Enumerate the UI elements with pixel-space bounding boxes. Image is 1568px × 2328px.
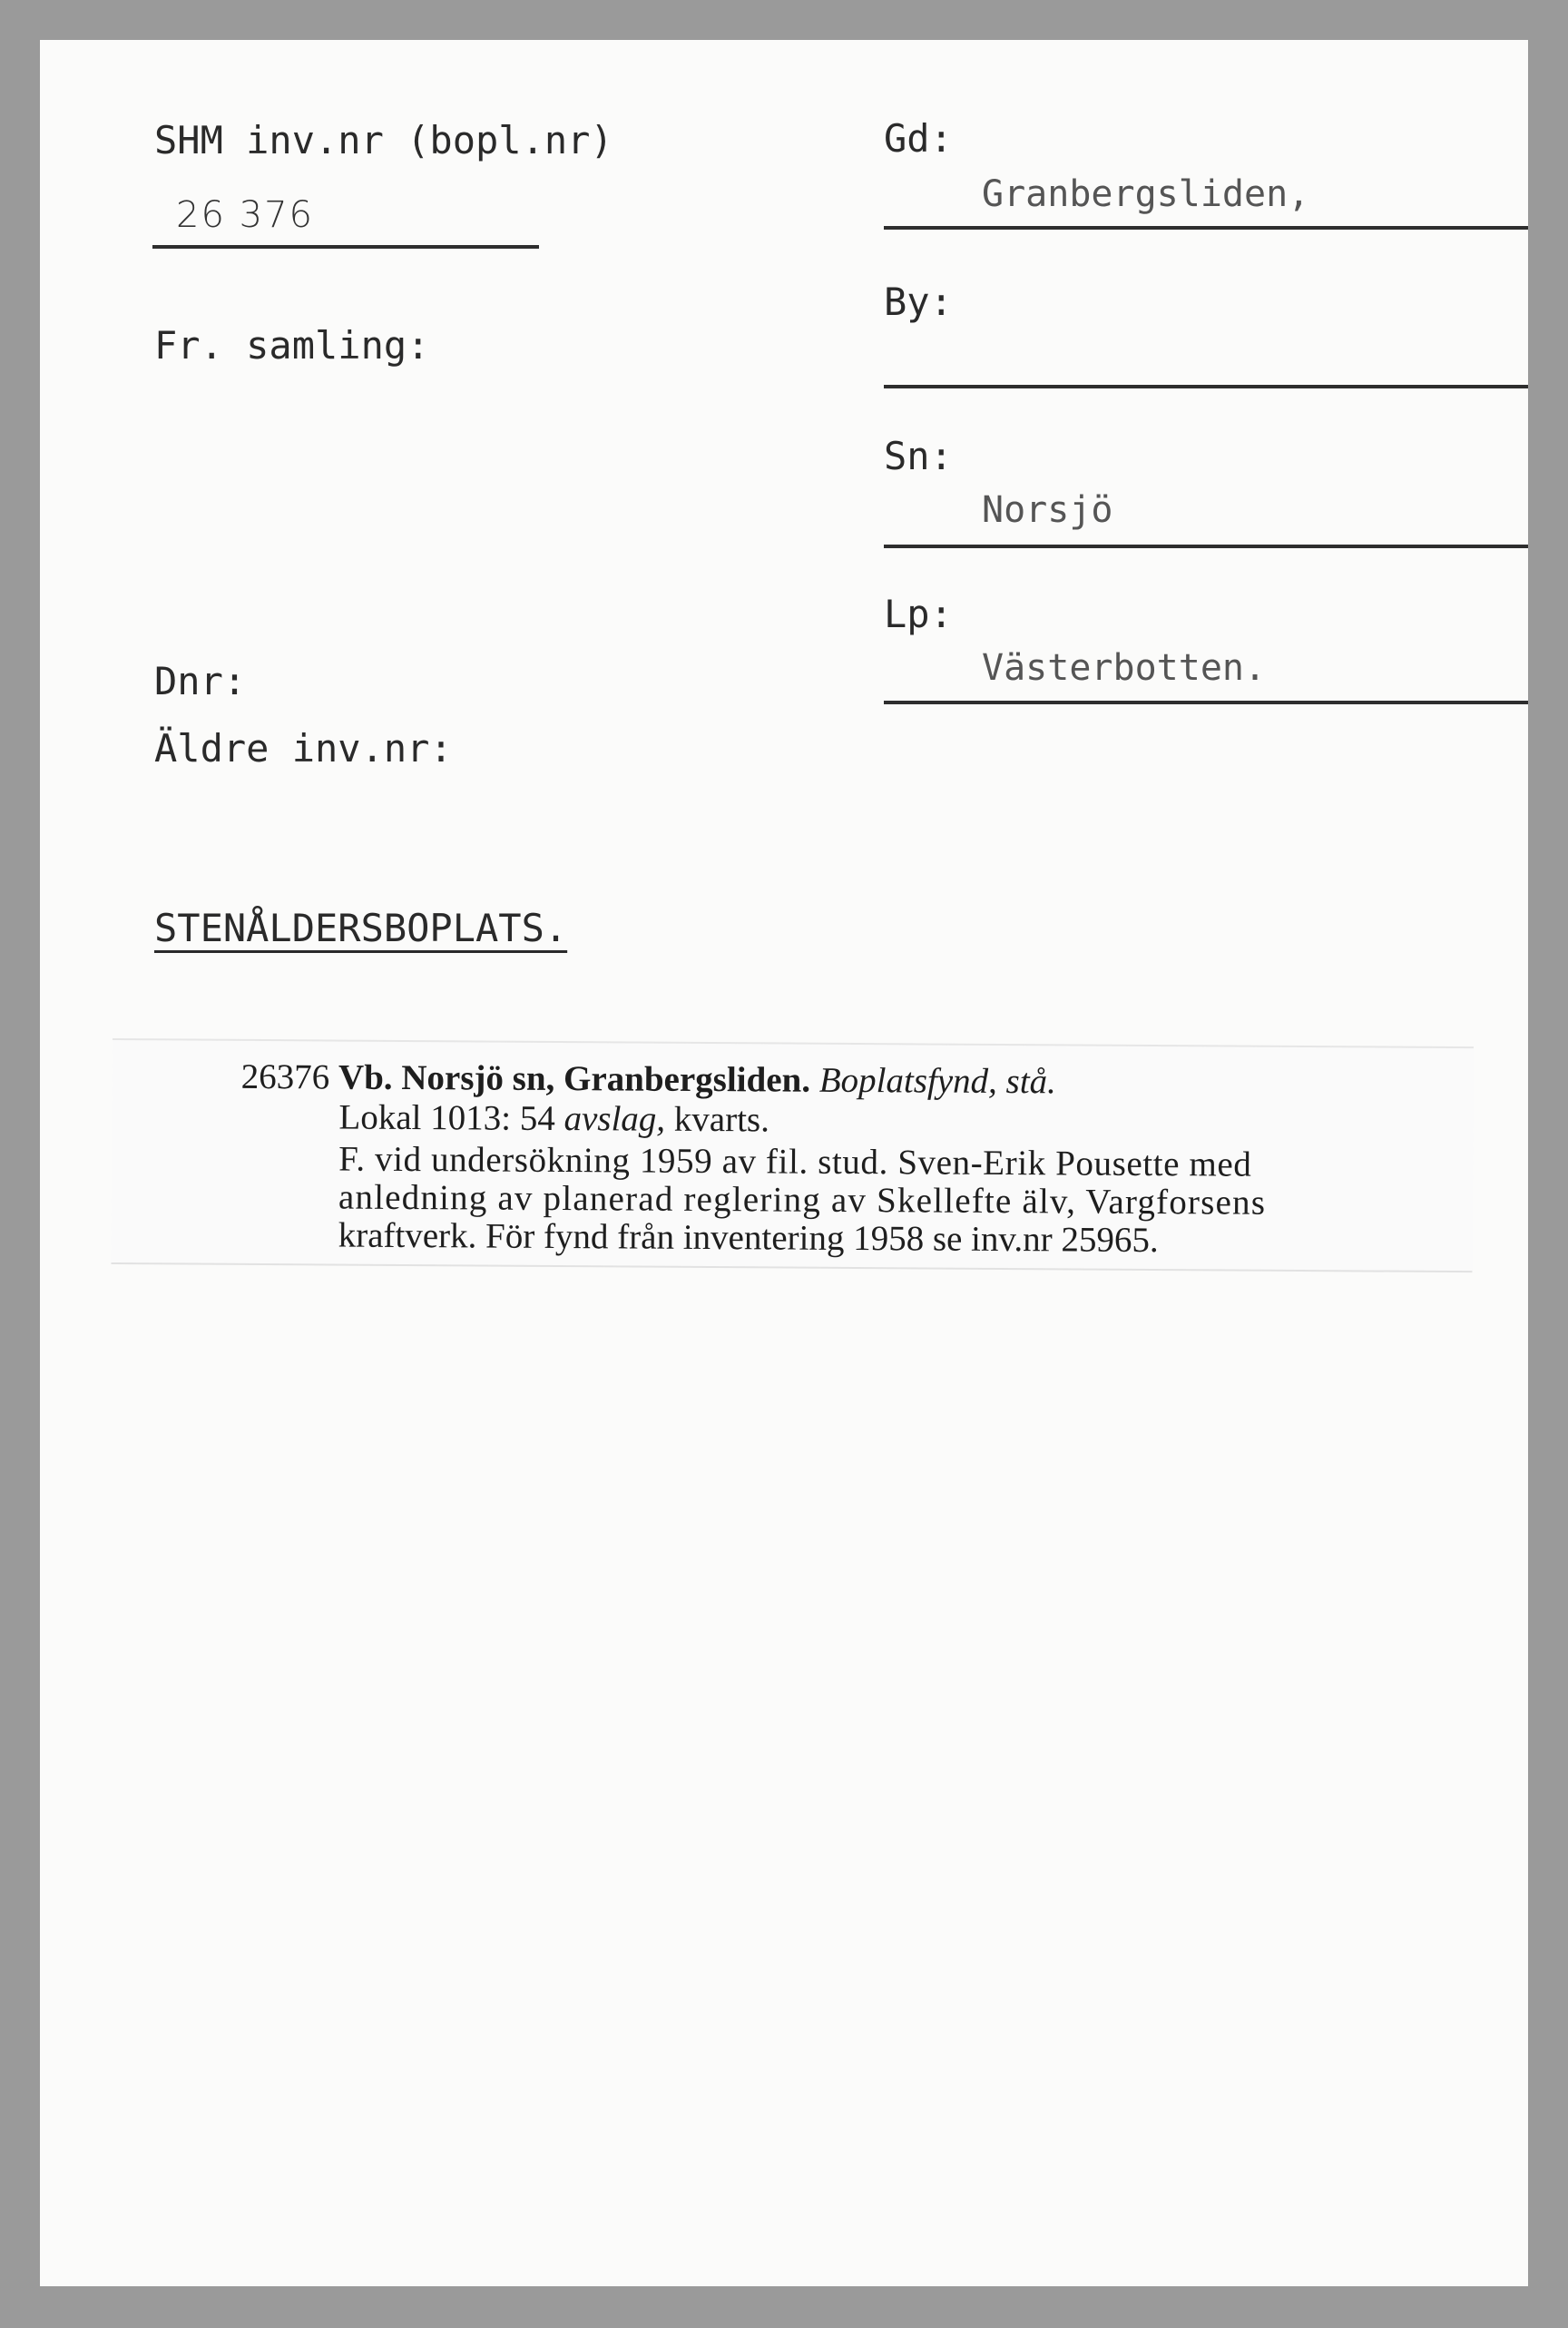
sn-value: Norsjö xyxy=(982,489,1113,531)
slip-number: 26376 xyxy=(240,1056,330,1097)
inv-nr-rule xyxy=(152,245,539,249)
slip-avslag: avslag, xyxy=(564,1099,666,1139)
sn-rule xyxy=(884,545,1528,548)
slip-line-3: F. vid undersökning 1959 av fil. stud. Sven-Erik Pousette med xyxy=(338,1139,1252,1184)
gd-rule xyxy=(884,226,1528,230)
gd-value: Granbergsliden, xyxy=(982,173,1310,215)
slip-line-4: anledning av planerad reglering av Skellefte älv, Vargforsens xyxy=(338,1177,1267,1223)
printed-slip xyxy=(111,1038,1473,1272)
dnr-label: Dnr: xyxy=(154,659,247,703)
by-rule xyxy=(884,385,1528,388)
fr-samling-label: Fr. samling: xyxy=(154,323,430,368)
category-heading: STENÅLDERSBOPLATS. xyxy=(154,906,568,950)
slip-heading: Vb. Norsjö sn, Granbergsliden. xyxy=(338,1057,811,1100)
inv-nr-label: SHM inv.nr (bopl.nr) xyxy=(154,118,613,162)
slip-line-1 xyxy=(240,1056,1056,1102)
lp-value: Västerbotten. xyxy=(982,647,1267,689)
inv-nr-value: 26 376 xyxy=(176,194,314,236)
slip-heading-italic: Boplatsfynd, stå. xyxy=(818,1060,1056,1102)
lp-label: Lp: xyxy=(884,592,953,636)
gd-label: Gd: xyxy=(884,116,953,161)
lp-rule xyxy=(884,701,1528,704)
sn-label: Sn: xyxy=(884,434,953,478)
slip-line-5: kraftverk. För fynd från inventering 1958 se inv.nr 25965. xyxy=(338,1215,1159,1261)
aldre-inv-nr-label: Äldre inv.nr: xyxy=(154,726,453,771)
catalog-card xyxy=(40,40,1528,2286)
slip-kvarts: kvarts. xyxy=(673,1099,770,1140)
by-label: By: xyxy=(884,280,953,324)
slip-line-2 xyxy=(338,1097,770,1140)
slip-lokal: Lokal 1013: 54 xyxy=(338,1097,555,1138)
